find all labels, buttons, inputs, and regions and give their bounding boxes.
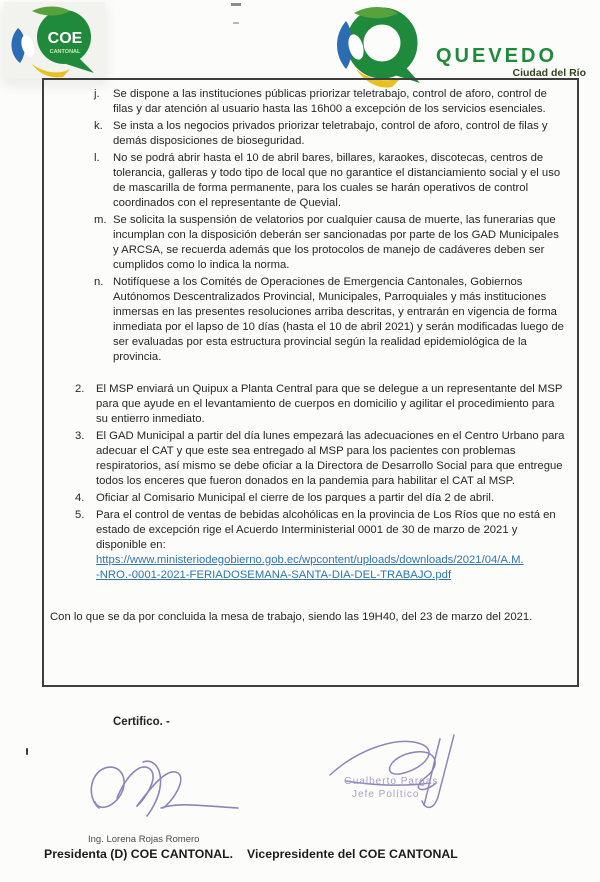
coe-logo-graphic (4, 2, 105, 78)
quevedo-tagline-text: Ciudad del Río (512, 67, 586, 79)
scan-artifact (26, 748, 28, 755)
president-signature-name: Ing. Lorena Rojas Romero (88, 834, 200, 845)
list-item-j (94, 87, 566, 117)
list-marker: 3. (75, 430, 85, 442)
list-item-2 (75, 382, 566, 427)
list-text: No se podrá abrir hasta el 10 de abril bares, billares, karaokes, discotecas, centros de tolerancia, galleras y todo tipo de local que no garantice el distanciamiento social y el uso de mascarilla de forma permanente, para los cuales se harán operativos de control coordinados con el representante de Quevial. (113, 152, 561, 209)
list-marker: m. (94, 214, 107, 226)
list-item-l (94, 151, 566, 211)
lettered-list (94, 87, 566, 365)
ministry-pdf-link-line1[interactable]: https://www.ministeriodegobierno.gob.ec/wpcontent/uploads/downloads/2021/04/A.M. (96, 554, 524, 566)
certify-label: Certifico. - (113, 716, 170, 728)
resolution-box (42, 78, 579, 687)
list-text: Oficiar al Comisario Municipal el cierre de los parques a partir del día 2 de abril. (96, 492, 495, 504)
coe-logo-text: COE (47, 30, 83, 47)
list-marker: 2. (75, 383, 85, 395)
scan-artifact (231, 3, 241, 6)
quevedo-name-text: QUEVEDO (436, 45, 558, 67)
list-item-n (94, 275, 566, 365)
president-title: Presidenta (D) COE CANTONAL. (44, 847, 234, 861)
president-signature (83, 756, 253, 834)
ministry-pdf-link-line2[interactable]: -NRO.-0001-2021-FERIADOSEMANA-SANTA-DIA-DEL-TRABAJO.pdf (96, 569, 452, 581)
list-text: Se solicita la suspensión de velatorios por cualquier causa de muerte, las funerarias que incumplan con la disposición deberán ser sancionadas por parte de los GAD Municipales y ARCSA, se recuerda además que los protocolos de manejo de cadáveres deben ser cumplidos como lo indica la norma. (113, 214, 559, 271)
quevedo-wordmark (436, 45, 588, 79)
vicepresident-title: Vicepresidente del COE CANTONAL (247, 847, 458, 861)
list-marker: 4. (75, 492, 85, 504)
vicepresident-signature (322, 733, 482, 817)
scan-artifact (233, 22, 239, 24)
list-item-4 (75, 491, 566, 506)
list-text: Notifíquese a los Comités de Operaciones de Emergencia Cantonales, Gobiernos Autónomos Descentralizados Provincial, Municipales, Parroquiales y más instituciones inmersas en las presentes resoluciones arriba descritas, y entrarán en vigencia de forma inmediata por el lapso de 10 días (hasta el 10 de abril 2021) y serán modificadas luego de ser evaluadas por esta estructura provincial según la realidad epidemiológica de la provincia. (113, 276, 564, 363)
list-marker: j. (94, 88, 100, 100)
list-item-3 (75, 429, 566, 489)
coe-cantonal-logo (4, 2, 105, 78)
list-item-k (94, 119, 566, 149)
list-text: Se insta a los negocios privados priorizar teletrabajo, control de aforo, control de filas y demás disposiciones de bioseguridad. (113, 120, 548, 147)
numbered-list (75, 382, 566, 583)
list-text (96, 508, 566, 583)
list-text: El MSP enviará un Quipux a Planta Central para que se delegue a un representante del MSP para que ayude en el levantamiento de cuerpos en domicilio y agilitar el procedimiento para su entierro inmediato. (96, 383, 563, 425)
coe-logo-subtext: CANTONAL (49, 49, 81, 55)
list-text: El GAD Municipal a partir del día lunes empezará las adecuaciones en el Centro Urbano para adecuar el CAT y que este sea entregado al MSP para los pacientes con problemas respiratorios, así mismo se debe oficiar a la Directora de Desarrollo Social para que entregue todos los enceres que fueron donados en la pandemia para habilitar el CAT al MSP. (96, 430, 565, 487)
list-item-5 (75, 508, 566, 583)
vicepresident-signature-name: Gualberto Pargas (344, 776, 439, 787)
signature-titles-row (44, 847, 584, 861)
list-marker: n. (94, 276, 104, 288)
vicepresident-signature-title: Jefe Político (352, 789, 420, 800)
list-marker: l. (94, 152, 100, 164)
list-marker: 5. (75, 509, 85, 521)
list-text-body: Para el control de ventas de bebidas alcohólicas en la provincia de Los Ríos que no está en estado de excepción rige el Acuerdo Interministerial 0001 de 30 de marzo de 2021 y disponible en: (96, 509, 556, 551)
closing-statement: Con lo que se da por concluida la mesa de trabajo, siendo las 19H40, del 23 de marzo del 2021. (50, 611, 533, 623)
list-marker: k. (94, 120, 103, 132)
list-text: Se dispone a las instituciones públicas priorizar teletrabajo, control de aforo, control de filas y dar atención al usuario hasta las 16h00 a excepción de los servicios esenciales. (113, 88, 547, 115)
list-item-m (94, 213, 566, 273)
